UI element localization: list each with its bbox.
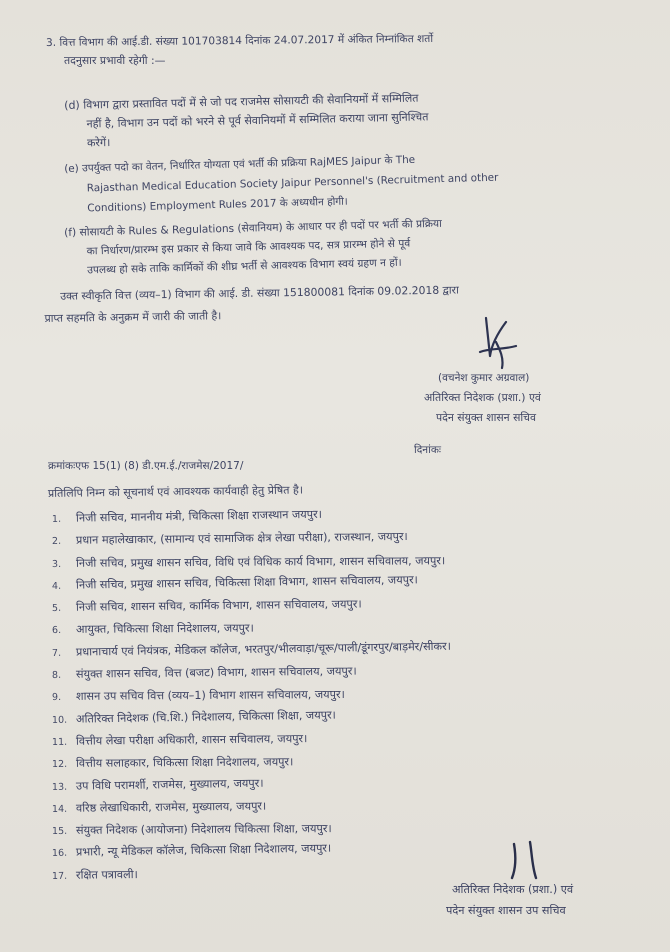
signatory-2-designation-2: पदेन संयुक्त शासन उप सचिव xyxy=(446,904,566,917)
condition-label: (e) xyxy=(64,162,79,175)
copy-recipient-number: 13. xyxy=(51,781,68,793)
copy-recipient-text: उप विधि परामर्शी, राजमेस, मुख्यालय, जयपुर। xyxy=(75,776,264,793)
copy-recipient-text: प्रधानाचार्य एवं नियंत्रक, मेडिकल कॉलेज, भरतपुर/भीलवाड़ा/चूरू/पाली/डूंगरपुर/बाड़मेर/सीकर। xyxy=(75,639,452,659)
condition-e-line-1: (e) उपर्युक्त पदो का वेतन, निर्धारित योग्यता एवं भर्ती की प्रक्रिया RajMES Jaipur के The xyxy=(64,153,416,175)
para-3 xyxy=(46,34,646,70)
copy-recipient-text: प्रभारी, न्यू मेडिकल कॉलेज, चिकित्सा शिक्षा निदेशालय, जयपुर। xyxy=(75,842,332,860)
condition-f-line-1: (f) सोसायटी के Rules & Regulations (सेवानियम) के आधार पर ही पदों पर भर्ती की प्रक्रिया xyxy=(64,217,442,239)
condition-e-line-3: Conditions) Employment Rules 2017 के अध्यधीन होगी। xyxy=(87,195,348,215)
copy-recipient-text: वित्तीय लेखा परीक्षा अधिकारी, शासन सचिवालय, जयपुर। xyxy=(75,732,308,748)
approval-line-2: प्राप्त सहमति के अनुक्रम में जारी की जाती है। xyxy=(44,309,222,325)
copy-recipient-text: शासन उप सचिव वित्त (व्यय–1) विभाग शासन सचिवालय, जयपुर। xyxy=(75,688,345,704)
copy-recipient-number: 14. xyxy=(51,803,68,815)
signatory-1-designation-2: पदेन संयुक्त शासन सचिव xyxy=(436,411,537,424)
condition-d-line-3: करेगें। xyxy=(86,136,111,150)
condition-f-line-2: का निर्धारण/प्रारम्भ इस प्रकार से किया जावे कि आवश्यक पद, सत्र प्रारम्भ होने से पूर्व xyxy=(86,237,411,258)
copy-recipient-number: 7. xyxy=(51,647,62,659)
condition-label: (d) xyxy=(64,98,80,112)
copy-recipient-number: 2. xyxy=(51,536,62,548)
copy-recipient-text: संयुक्त शासन सचिव, वित्त (बजट) विभाग, शासन सचिवालय, जयपुर। xyxy=(75,664,357,681)
date-label: दिनांकः xyxy=(414,444,442,456)
copy-recipient-text: निजी सचिव, प्रमुख शासन सचिव, चिकित्सा शिक्षा विभाग, शासन सचिवालय, जयपुर। xyxy=(75,573,418,592)
copy-recipient-number: 16. xyxy=(51,848,68,860)
approval-paragraph xyxy=(44,277,645,330)
condition-f xyxy=(64,210,655,281)
copy-recipient-text: रक्षित पत्रावली। xyxy=(75,867,138,882)
copy-recipient-text: वरिष्ठ लेखाधिकारी, राजमेस, मुख्यालय, जयपुर। xyxy=(75,799,267,815)
copy-intro: प्रतिलिपि निम्न को सूचनार्थ एवं आवश्यक कार्यवाही हेतु प्रेषित है। xyxy=(47,483,304,500)
signature-2 xyxy=(502,838,552,884)
copy-recipient-number: 11. xyxy=(51,736,68,748)
copy-recipient-text: निजी सचिव, प्रमुख शासन सचिव, विधि एवं विधिक कार्य विभाग, शासन सचिवालय, जयपुर। xyxy=(75,553,446,570)
signatory-1-designation-1: अतिरिक्त निदेशक (प्रशा.) एवं xyxy=(424,391,541,404)
para-3-line-2: तदनुसार प्रभावी रहेगी :— xyxy=(64,54,166,67)
copy-recipient-number: 8. xyxy=(51,669,62,682)
copy-recipient-number: 12. xyxy=(51,759,68,771)
copy-recipient-text: निजी सचिव, माननीय मंत्री, चिकित्सा शिक्षा राजस्थान जयपुर। xyxy=(75,507,323,525)
copy-recipient-number: 6. xyxy=(51,625,62,637)
copy-recipient-number: 1. xyxy=(51,513,62,525)
copy-recipient-text: आयुक्त, चिकित्सा शिक्षा निदेशालय, जयपुर। xyxy=(75,622,254,637)
condition-d xyxy=(64,84,650,153)
copy-recipient-text: प्रधान महालेखाकार, (सामान्य एवं सामाजिक क्षेत्र लेखा परीक्षा), राजस्थान, जयपुर। xyxy=(75,530,408,548)
signatory-2-designation-1: अतिरिक्त निदेशक (प्रशा.) एवं xyxy=(452,883,574,896)
copy-recipient-number: 3. xyxy=(51,558,62,570)
signatory-1-name: (वचनेश कुमार अग्रवाल) xyxy=(438,372,530,384)
reference-number: क्रमांकःएफ 15(1) (8) डी.एम.ई./राजमेस/2017/ xyxy=(48,460,244,472)
copy-recipient-number: 10. xyxy=(51,714,68,726)
copy-recipient-text: वित्तीय सलाहकार, चिकित्सा शिक्षा निदेशालय, जयपुर। xyxy=(75,755,294,771)
signature-1 xyxy=(470,312,530,374)
copy-recipient-number: 17. xyxy=(51,870,68,882)
copy-recipient-text: संयुक्त निदेशक (आयोजना) निदेशालय चिकित्सा शिक्षा, जयपुर। xyxy=(75,822,332,837)
copy-recipient-text: निजी सचिव, शासन सचिव, कार्मिक विभाग, शासन सचिवालय, जयपुर। xyxy=(75,597,362,614)
condition-d-line-2: नहीं है, विभाग उन पदों को भरने से पूर्व सेवानियमों में सम्मिलित कराया जाना सुनिश्चित xyxy=(86,110,429,131)
para-3-line-1: 3. वित्त विभाग की आई.डी. संख्या 101703814 दिनांक 24.07.2017 में अंकित निम्नांकित शर्तो xyxy=(45,32,434,49)
condition-d-line-1: (d) विभाग द्वारा प्रस्तावित पदों में से जो पद राजमेस सोसायटी की सेवानियमों में सम्मिलित xyxy=(64,91,419,112)
copy-recipient-number: 5. xyxy=(51,603,62,615)
copy-recipient-number: 15. xyxy=(51,826,68,838)
condition-f-line-3: उपलब्ध हो सके ताकि कार्मिकों की शीघ्र भर्ती से आवश्यक विभाग स्वयं ग्रहण न हों। xyxy=(86,256,402,277)
copy-recipient-number: 9. xyxy=(51,692,62,704)
approval-line-1: उक्त स्वीकृति वित्त (व्यय–1) विभाग की आई. डी. संख्या 151800081 दिनांक 09.02.2018 द्वारा xyxy=(60,283,459,303)
copy-recipient-list xyxy=(52,508,652,887)
condition-e-line-2: Rajasthan Medical Education Society Jaipur Personnel's (Recruitment and other xyxy=(86,171,499,195)
condition-e xyxy=(64,144,655,219)
copy-recipient-text: अतिरिक्त निदेशक (चि.शि.) निदेशालय, चिकित्सा शिक्षा, जयपुर। xyxy=(75,708,336,726)
copy-recipient-number: 4. xyxy=(51,580,62,592)
condition-label: (f) xyxy=(64,226,77,239)
